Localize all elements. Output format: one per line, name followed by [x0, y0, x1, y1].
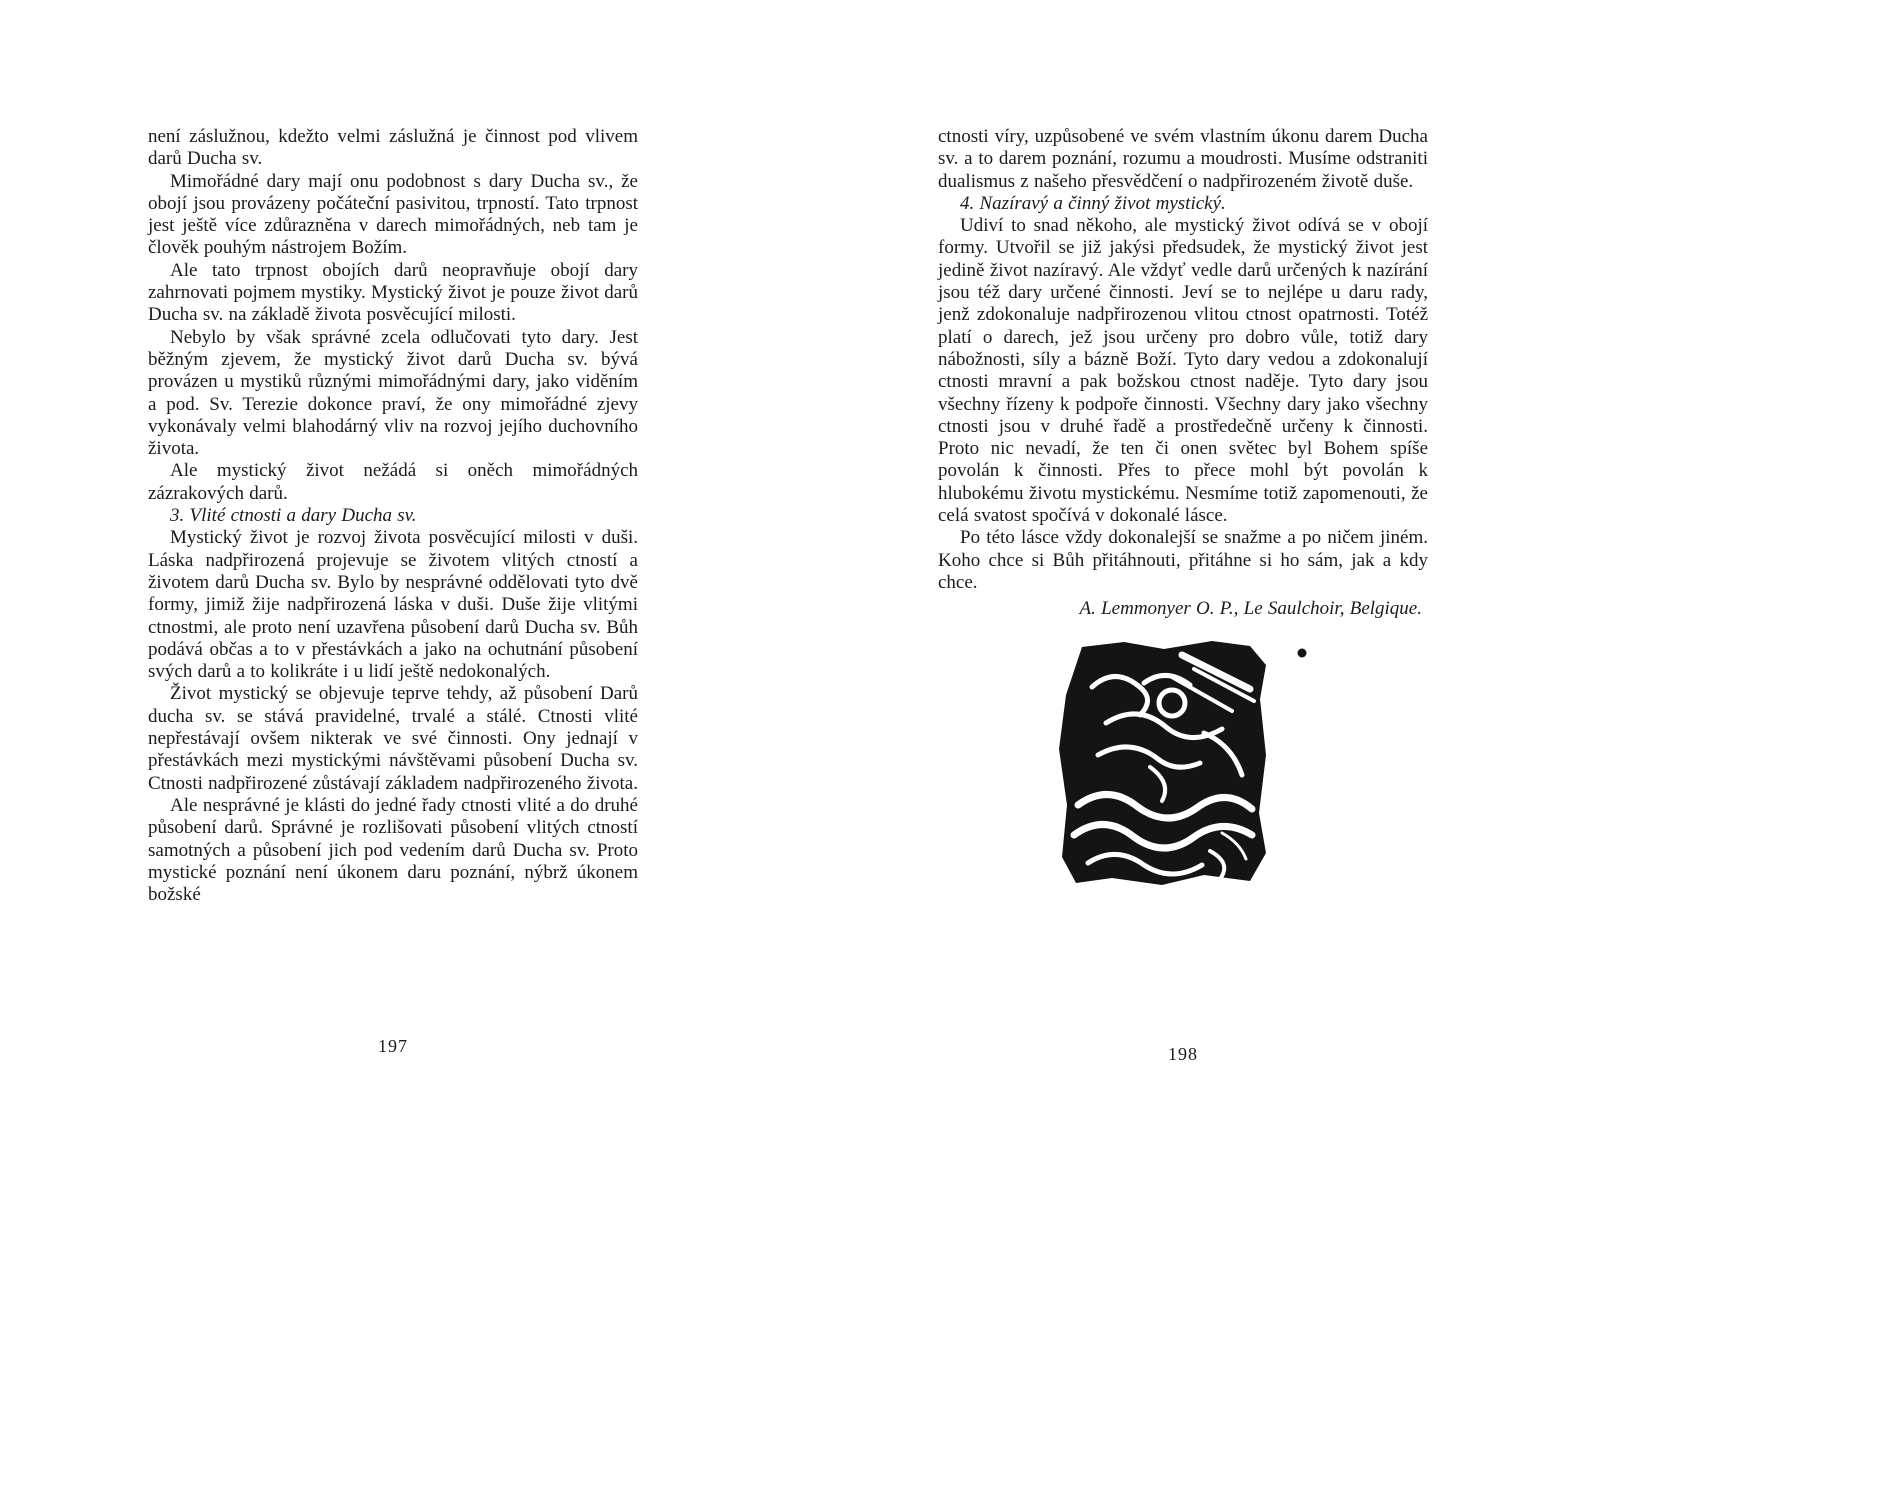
- ink-dot: [1298, 648, 1307, 657]
- paragraph: Ale nesprávné je klásti do jedné řady ctnosti vlité a do druhé působení darů. Správné je rozlišovati působení vlitých ctností samotných a působení jich pod vedením darů Ducha sv. Proto mystické poznání není úkonem daru poznání, nýbrž úkonem božské: [148, 794, 638, 906]
- paragraph: Udiví to snad někoho, ale mystický život odívá se v obojí formy. Utvořil se již jakýsi předsudek, že mystický život jest jedině život nazíravý. Ale vždyť vedle darů určených k nazírání jsou též dary určené činnosti. Jeví se to nejlépe u daru rady, jenž zdokonaluje nadpřirozenou vlitou ctnost opatrnosti. Totéž platí o darech, jež jsou určeny pro dobro vůle, totiž dary nábožnosti, síly a bázně Boží. Tyto dary vedou a zdokonalují ctnosti mravní a pak božskou ctnost naděje. Tyto dary jsou všechny řízeny k podpoře činnosti. Všechny dary jako všechny ctnosti jsou v druhé řadě a prostředečně určeny k činnosti. Proto nic nevadí, že ten či onen světec byl Bohem spíše povolán k činnosti. Přes to přece mohl být povolán k hlubokému životu mystickému. Nesmíme totiž zapomenouti, že celá svatost spočívá v dokonalé lásce.: [938, 215, 1428, 527]
- woodcut-image: [1054, 637, 1312, 897]
- section-heading: 3. Vlité ctnosti a dary Ducha sv.: [170, 505, 417, 527]
- woodcut-illustration: [938, 637, 1428, 902]
- page-number-right: 198: [1168, 1044, 1198, 1064]
- section-heading: 4. Nazíravý a činný život mystický.: [960, 192, 1226, 214]
- page-left-text: [148, 126, 638, 906]
- paragraph: Život mystický se objevuje teprve tehdy, až působení Darů ducha sv. se stává pravidelné, trvalé a stálé. Ctnosti vlité nepřestávají ovšem nikterak ve své činnosti. Ony jednají v přestávkách mezi mystickými návštěvami působení Ducha sv. Ctnosti nadpřirozené zůstávají základem nadpřirozeného života.: [148, 683, 638, 794]
- paragraph: není záslužnou, kdežto velmi záslužná je činnost pod vlivem darů Ducha sv.: [148, 126, 638, 170]
- paragraph: Mystický život je rozvoj života posvěcující milosti v duši. Láska nadpřirozená projevuje se životem vlitých ctností a životem darů Ducha sv. Bylo by nesprávné oddělovati tyto dvě formy, jimiž žije nadpřirozená láska v duši. Duše žije vlitými ctnostmi, ale proto není uzavřena působení darů Ducha sv. Bůh podává občas a to v přestávkách a jako na ochutnání působení svých darů a to kolikráte i u lidí ještě nedokonalých.: [148, 527, 638, 683]
- paragraph: ctnosti víry, uzpůsobené ve svém vlastním úkonu darem Ducha sv. a to darem poznání, rozumu a moudrosti. Musíme odstraniti dualismus z našeho přesvědčení o nadpřirozeném životě duše.: [938, 126, 1428, 192]
- paragraph: Nebylo by však správné zcela odlučovati tyto dary. Jest běžným zjevem, že mystický život darů Ducha sv. bývá provázen u mystiků různými mimořádnými dary, jako viděním a pod. Sv. Terezie dokonce praví, že ony mimořádné zjevy vykonávaly velmi blahodárný vliv na rozvoj jejího duchovního života.: [148, 326, 638, 460]
- page-right-text: [938, 126, 1428, 902]
- paragraph: Mimořádné dary mají onu podobnost s dary Ducha sv., že obojí jsou provázeny počáteční pasivitou, trpností. Tato trpnost jest ještě více zdůrazněna v darech mimořádných, neb tam je člověk pouhým nástrojem Božím.: [148, 170, 638, 259]
- paragraph: Po této lásce vždy dokonalejší se snažme a po ničem jiném. Koho chce si Bůh přitáhnouti, přitáhne si ho sám, jak a kdy chce.: [938, 527, 1428, 593]
- paragraph: Ale mystický život nežádá si oněch mimořádných zázrakových darů.: [148, 460, 638, 504]
- author-attribution: A. Lemmonyer O. P., Le Saulchoir, Belgique.: [1079, 598, 1422, 620]
- page-number-left: 197: [378, 1036, 408, 1056]
- paragraph: Ale tato trpnost obojích darů neopravňuje obojí dary zahrnovati pojmem mystiky. Mystický život je pouze život darů Ducha sv. na základě života posvěcující milosti.: [148, 259, 638, 326]
